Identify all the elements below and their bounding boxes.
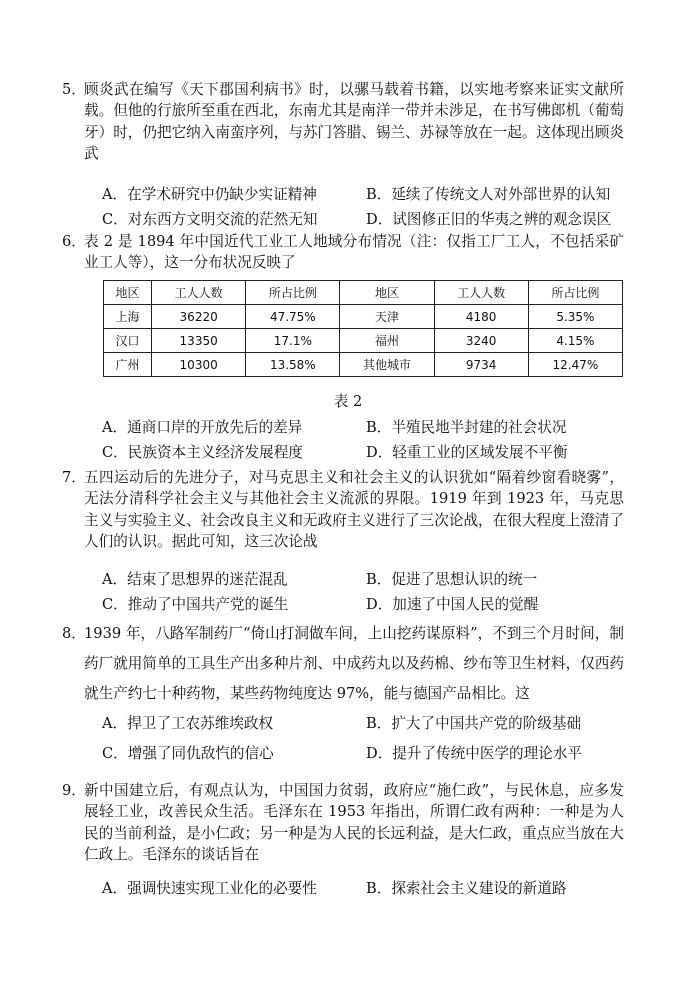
- question-8-options: [102, 712, 642, 762]
- table-caption: 表 2: [333, 393, 363, 410]
- option-c: C．增强了同仇敌忾的信心: [102, 745, 274, 762]
- question-number: 9．: [62, 782, 86, 799]
- option-d: D．提升了传统中医学的理论水平: [366, 745, 583, 762]
- option-c: C．民族资本主义经济发展程度: [102, 444, 303, 461]
- table-cell: 12.47%: [528, 353, 622, 377]
- table-header-cell: 地区: [340, 281, 434, 305]
- table-cell: 13350: [152, 329, 246, 353]
- table-row: [104, 329, 623, 353]
- option-c: C．对东西方文明交流的茫然无知: [102, 211, 318, 228]
- table-cell: 天津: [340, 305, 434, 329]
- table-cell: 4180: [434, 305, 528, 329]
- option-c: C．推动了中国共产党的诞生: [102, 596, 289, 613]
- option-b: B．延续了传统文人对外部世界的认知: [366, 186, 611, 203]
- table-cell: 其他城市: [340, 353, 434, 377]
- option-b: B．探索社会主义建设的新道路: [366, 880, 567, 897]
- question-8: [62, 619, 624, 709]
- question-6: [62, 231, 624, 274]
- table-row: [104, 353, 623, 377]
- option-a: A．结束了思想界的迷茫混乱: [102, 571, 288, 588]
- option-a: A．在学术研究中仍缺少实证精神: [102, 186, 317, 203]
- question-number: 7．: [62, 469, 86, 486]
- question-number: 5．: [62, 81, 86, 98]
- question-6-options: [102, 416, 642, 461]
- question-7: [62, 467, 624, 553]
- option-d: D．加速了中国人民的觉醒: [366, 596, 539, 613]
- table-cell: 47.75%: [246, 305, 340, 329]
- option-a: A．捍卫了工农苏维埃政权: [102, 715, 274, 732]
- option-d: D．轻重工业的区域发展不平衡: [366, 444, 568, 461]
- question-7-options: [102, 568, 642, 613]
- table-header-cell: 工人人数: [434, 281, 528, 305]
- option-a: A．通商口岸的开放先后的差异: [102, 419, 303, 436]
- question-stem: 表 2 是 1894 年中国近代工业工人地域分布情况（注：仅指工厂工人，不包括采矿业工人等），这一分布状况反映了: [84, 233, 624, 272]
- table-header-cell: 工人人数: [152, 281, 246, 305]
- table-cell: 10300: [152, 353, 246, 377]
- table-cell: 福州: [340, 329, 434, 353]
- table-header-cell: 所占比例: [246, 281, 340, 305]
- question-5: [62, 79, 624, 165]
- question-stem: 顾炎武在编写《天下郡国利病书》时，以骡马载着书籍，以实地考察来证实文献所载。但他的行旅所至重在西北，东南尤其是南洋一带并未涉足，在书写佛郎机（葡萄牙）时，仍把它纳入南蛮序列，与苏门答腊、锡兰、苏禄等放在一起。这体现出顾炎武: [84, 81, 624, 163]
- table-header-cell: 地区: [104, 281, 152, 305]
- question-number: 6．: [62, 233, 86, 250]
- table-cell: 5.35%: [528, 305, 622, 329]
- option-b: B．扩大了中国共产党的阶级基础: [366, 715, 582, 732]
- question-9-options: [102, 877, 642, 897]
- question-stem: 新中国建立后，有观点认为，中国国力贫弱，政府应“施仁政”，与民休息，应多发展轻工业，改善民众生活。毛泽东在 1953 年指出，所谓仁政有两种：一种是为人民的当前利益，是小仁政；另一种是为人民的长远利益，是大仁政，重点应当放在大仁政上。毛泽东的谈话旨在: [84, 782, 624, 864]
- table-header-row: [104, 281, 623, 305]
- table-row: [104, 305, 623, 329]
- option-b: B．半殖民地半封建的社会状况: [366, 419, 567, 436]
- option-d: D．试图修正旧的华夷之辨的观念误区: [366, 211, 612, 228]
- table-cell: 4.15%: [528, 329, 622, 353]
- table-cell: 13.58%: [246, 353, 340, 377]
- question-stem: 1939 年，八路军制药厂“倚山打洞做车间，上山挖药谋原料”，不到三个月时间，制药厂就用简单的工具生产出多种片剂、中成药丸以及药棉、纱布等卫生材料，仅西药就生产约七十种药物，某些药物纯度达 97%，能与德国产品相比。这: [84, 625, 624, 702]
- option-a: A．强调快速实现工业化的必要性: [102, 880, 317, 897]
- table-cell: 广州: [104, 353, 152, 377]
- table-cell: 汉口: [104, 329, 152, 353]
- table-cell: 36220: [152, 305, 246, 329]
- table-cell: 9734: [434, 353, 528, 377]
- question-5-options: [102, 183, 642, 228]
- table-cell: 3240: [434, 329, 528, 353]
- data-table: [103, 280, 623, 377]
- table-cell: 上海: [104, 305, 152, 329]
- question-number: 8．: [62, 625, 86, 642]
- question-9: [62, 780, 624, 866]
- table-cell: 17.1%: [246, 329, 340, 353]
- table-header-cell: 所占比例: [528, 281, 622, 305]
- question-stem: 五四运动后的先进分子，对马克思主义和社会主义的认识犹如“隔着纱窗看晓雾”，无法分清科学社会主义与其他社会主义流派的界限。1919 年到 1923 年，马克思主义与实验主义、社会改良主义和无政府主义进行了三次论战，在很大程度上澄清了人们的认识。据此可知，这三次论战: [84, 469, 624, 551]
- option-b: B．促进了思想认识的统一: [366, 571, 538, 588]
